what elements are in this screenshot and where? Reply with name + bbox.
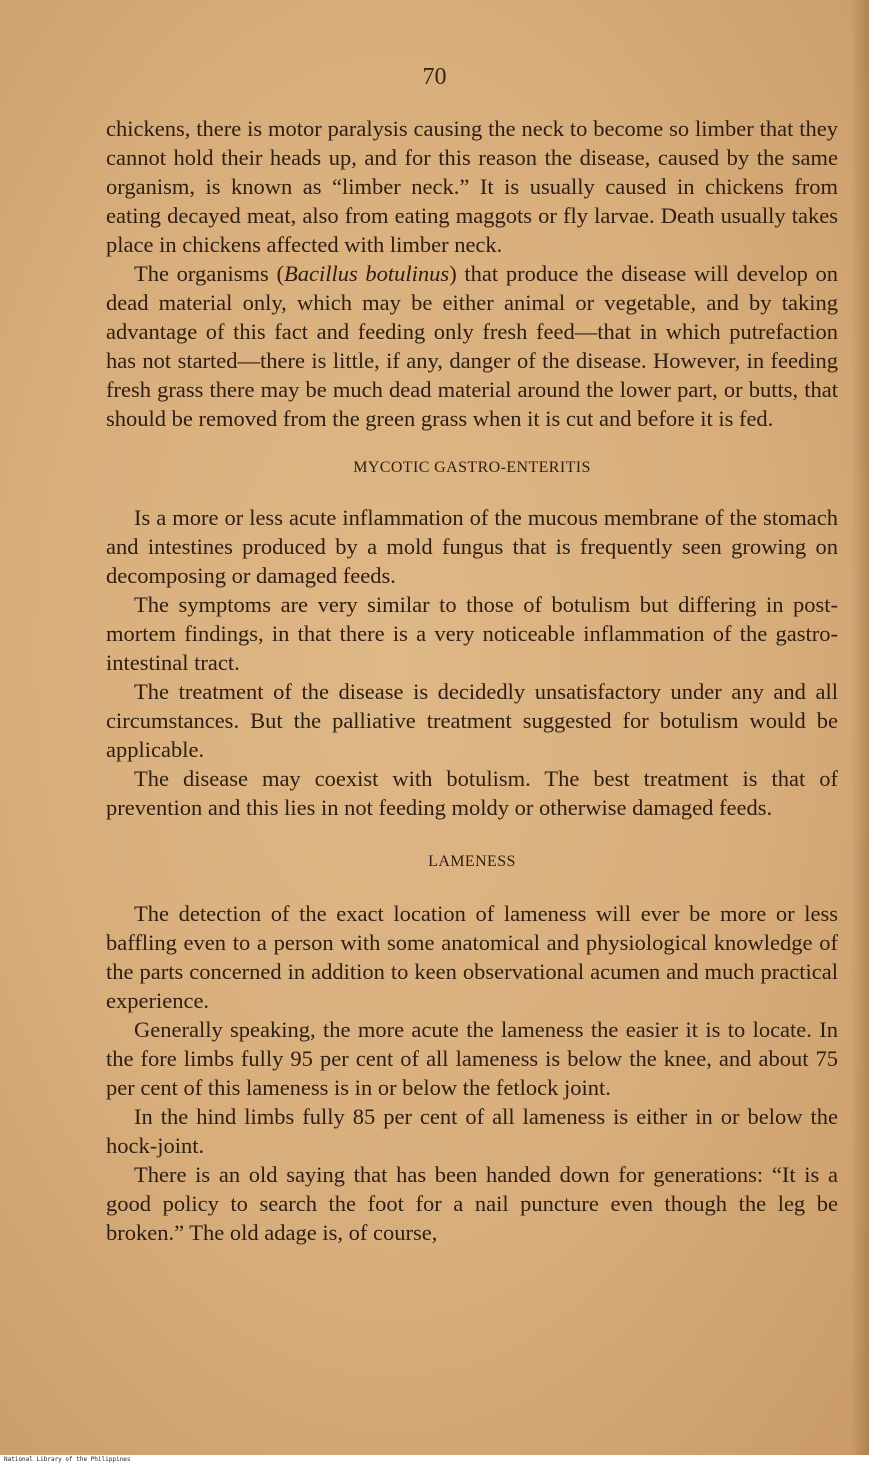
paragraph-mycotic-treatment: The treatment of the disease is decidedly unsatisfactory under any and all circumstances. But the palliative treatment suggested for botulism would be applicable.: [106, 679, 838, 762]
library-credit: National Library of the Philippines: [4, 1456, 131, 1463]
organisms-text-after: ) that produce the disease will develop on dead material only, which may be either animal or vegetable, and by taking advantage of this fact and feeding only fresh feed—that in which putrefaction has not started—there is little, if any, danger of the disease. However, in feeding fresh grass there may be much dead material around the lower part, or butts, that should be removed from the green grass when it is cut and before it is fed.: [106, 261, 839, 431]
paragraph-mycotic-symptoms: The symptoms are very similar to those of botulism but differing in post-mortem findings, in that there is a very noticeable inflammation of the gastro-intestinal tract.: [106, 592, 838, 675]
page-number: 70: [422, 64, 447, 90]
organisms-text-before: The organisms (: [134, 261, 284, 286]
paragraph-lameness-detection: The detection of the exact location of lameness will ever be more or less baffling even to a person with some anatomical and physiological knowledge of the parts concerned in addition to keen observational acumen and much practical experience.: [106, 901, 838, 1013]
paragraph-organisms: [106, 259, 838, 433]
page-edge-shadow: [851, 0, 869, 1455]
paragraph-lameness-hind-limbs: In the hind limbs fully 85 per cent of all lameness is either in or below the hock-joint.: [106, 1104, 838, 1158]
section-heading-lameness: LAMENESS: [428, 853, 516, 870]
paragraph-lameness-old-saying: There is an old saying that has been handed down for generations: “It is a good policy to search the foot for a nail puncture even though the leg be broken.” The old adage is, of course,: [106, 1162, 838, 1245]
paragraph-mycotic-definition: Is a more or less acute inflammation of the mucous membrane of the stomach and intestines produced by a mold fungus that is frequently seen growing on decomposing or damaged feeds.: [106, 505, 838, 588]
paragraph-limber-neck: chickens, there is motor paralysis causing the neck to become so limber that they cannot hold their heads up, and for this reason the disease, caused by the same organism, is known as “limber neck.” It is usually caused in chickens from eating decayed meat, also from eating maggots or fly larvae. Death usually takes place in chickens affected with limber neck.: [106, 116, 838, 257]
paragraph-mycotic-prevention: The disease may coexist with botulism. The best treatment is that of prevention and this lies in not feeding moldy or otherwise damaged feeds.: [106, 766, 838, 820]
page-body: [106, 114, 838, 1247]
paragraph-lameness-fore-limbs: Generally speaking, the more acute the lameness the easier it is to locate. In the fore limbs fully 95 per cent of all lameness is below the knee, and about 75 per cent of this lameness is in or below the fetlock joint.: [106, 1017, 838, 1100]
organism-name: Bacillus botulinus: [283, 261, 450, 286]
section-heading-mycotic: MYCOTIC GASTRO-ENTERITIS: [353, 459, 591, 476]
